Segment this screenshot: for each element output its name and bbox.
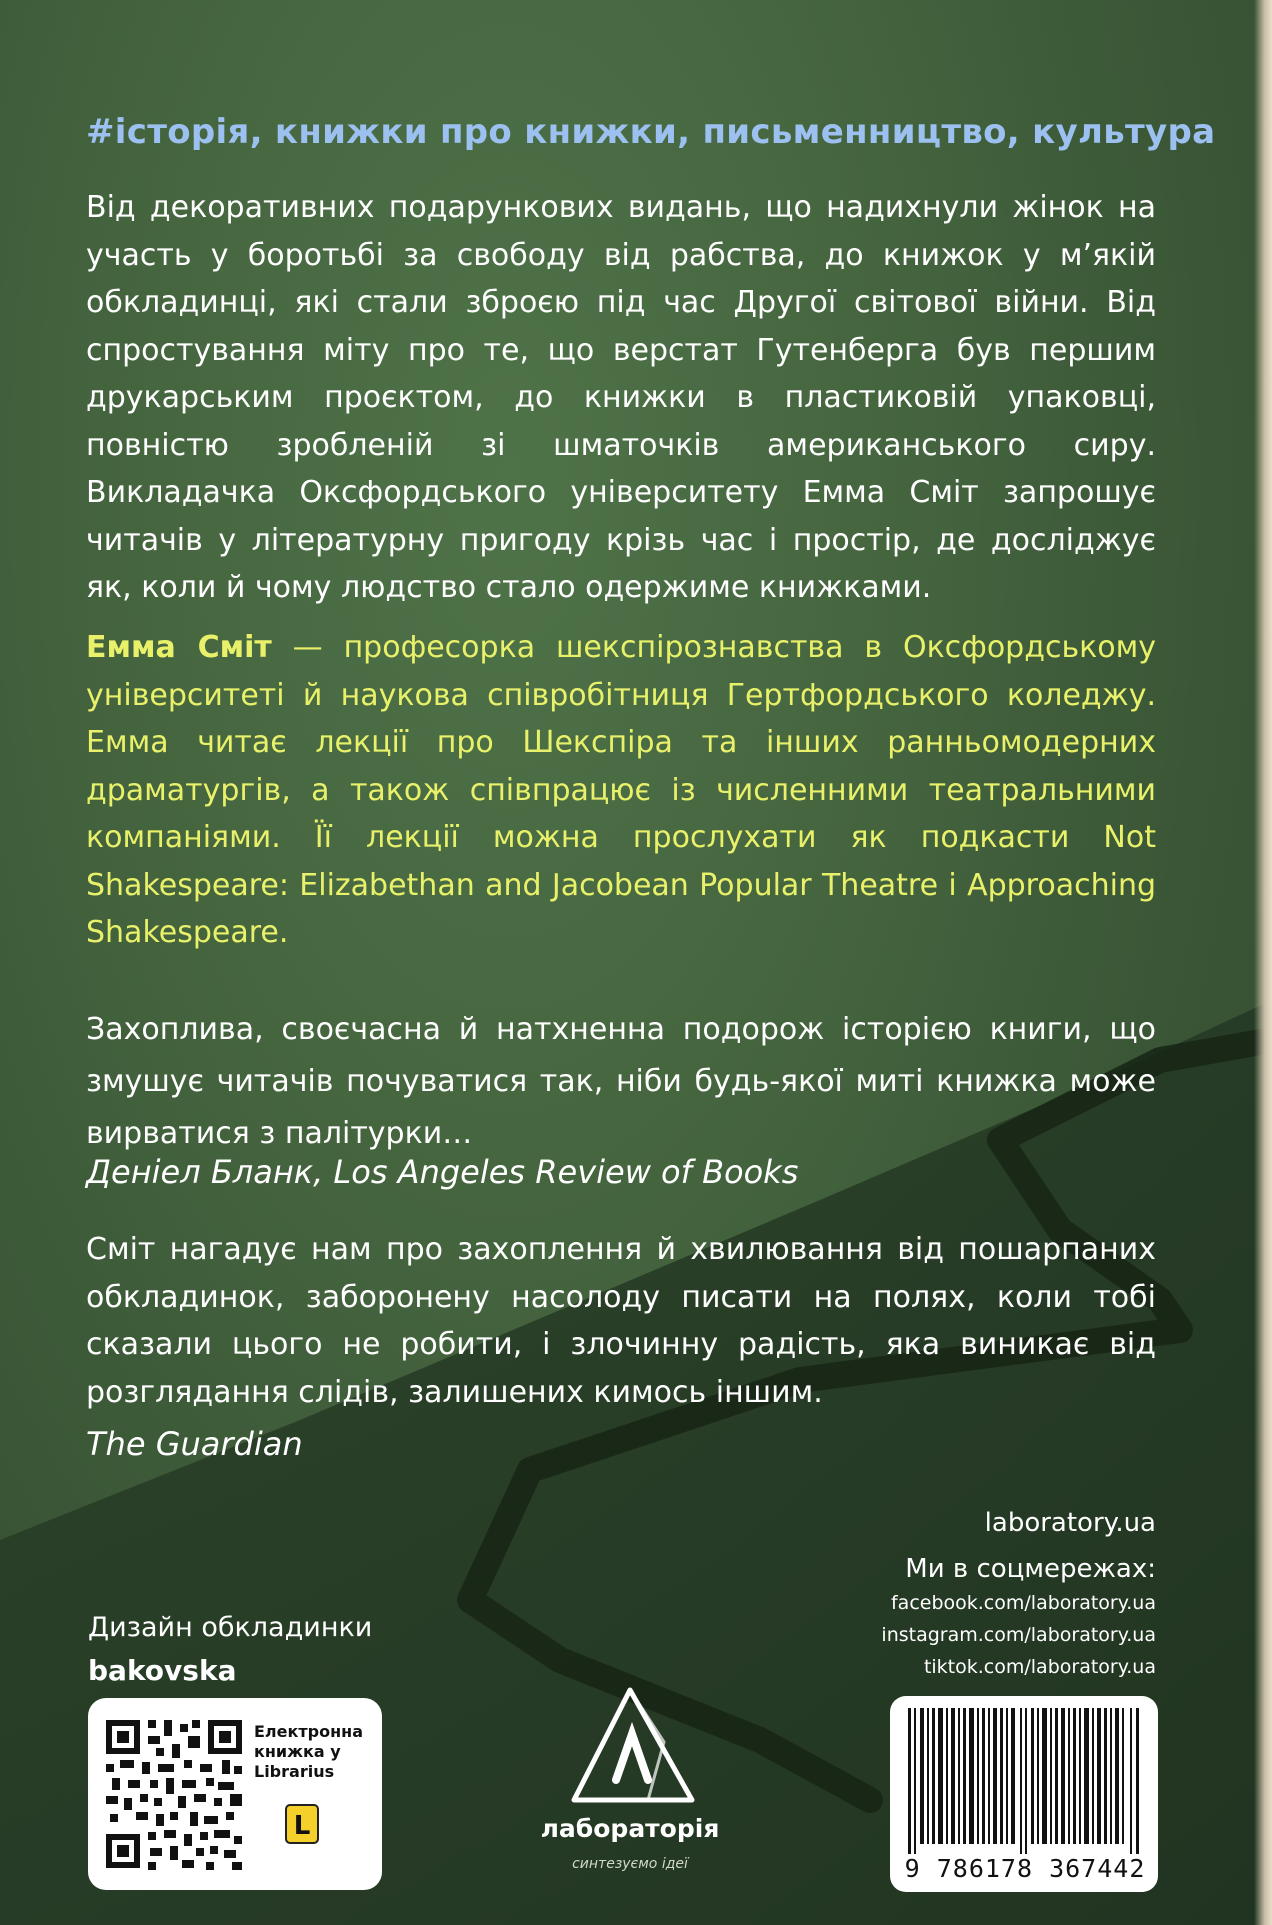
review-attribution-2: The Guardian xyxy=(86,1425,303,1463)
isbn-barcode-card xyxy=(890,1696,1158,1892)
cover-design-label: Дизайн обкладинки xyxy=(88,1612,373,1643)
publisher-tagline: синтезуємо ідеї xyxy=(572,1856,688,1872)
cover-designer: bakovska xyxy=(88,1654,237,1687)
barcode-icon xyxy=(908,1708,1140,1854)
librarius-icon: L xyxy=(285,1804,319,1844)
hashtags: #історія, книжки про книжки, письменництво, культура xyxy=(86,112,1216,152)
review-quote-1: Захоплива, своєчасна й натхненна подорож історією книги, що змушує читачів почуватися так, ніби будь-якої миті книжка може вирватися з палітурки… xyxy=(86,1012,1156,1151)
book-edge xyxy=(1254,0,1272,1925)
qr-code-icon[interactable] xyxy=(102,1714,246,1874)
social-link-facebook[interactable]: facebook.com/laboratory.ua xyxy=(890,1592,1156,1614)
review-quote-2: Сміт нагадує нам про захоплення й хвилювання від пошарпаних обкладинок, заборонену насолоду писати на полях, коли тобі сказали цього не робити, і злочинну радість, яка виникає від розглядання слідів, залишених кимось іншим. xyxy=(86,1232,1156,1410)
social-title: Ми в соцмережах: xyxy=(905,1554,1156,1584)
laboratoria-logo-icon xyxy=(568,1684,698,1810)
author-bio-text: — професорка шекспірознавства в Оксфордському університеті й наукова співробітниця Гертфордського коледжу. Емма читає лекції про Шекспіра та інших ранньомодерних драматургів, а також співпрацює із численними театральними компаніями. Її лекції можна прослухати як подкасти Not Shakespeare: Elizabethan and Jacobean Popular Theatre і Approaching Shakespeare. xyxy=(86,630,1157,950)
social-link-tiktok[interactable]: tiktok.com/laboratory.ua xyxy=(923,1656,1156,1678)
publisher-website[interactable]: laboratory.ua xyxy=(984,1508,1156,1538)
social-link-instagram[interactable]: instagram.com/laboratory.ua xyxy=(881,1624,1156,1646)
ebook-card[interactable] xyxy=(88,1698,382,1890)
publisher-name: лабораторія xyxy=(540,1814,720,1843)
book-description: Від декоративних подарункових видань, що надихнули жінок на участь у боротьбі за свободу від рабства, до книжок у м’якій обкладинці, які стали зброєю під час Другої світової війни. Від спростування міту про те, що верстат Гутенберга був першим друкарським проєктом, до книжки в пластиковій упаковці, повністю зробленій зі шматочків американського сиру. Викладачка Оксфордського університету Емма Сміт запрошує читачів у літературну пригоду крізь час і простір, де досліджує як, коли й чому людство стало одержиме книжками. xyxy=(86,190,1156,605)
ebook-label: Електронна книжка у Librarius xyxy=(254,1722,363,1781)
author-bio xyxy=(86,624,1156,957)
review-attribution-1: Деніел Бланк, Los Angeles Review of Books xyxy=(86,1153,799,1191)
isbn-number: 9 786178 367442 xyxy=(904,1854,1146,1883)
author-name: Емма Сміт xyxy=(86,630,272,665)
